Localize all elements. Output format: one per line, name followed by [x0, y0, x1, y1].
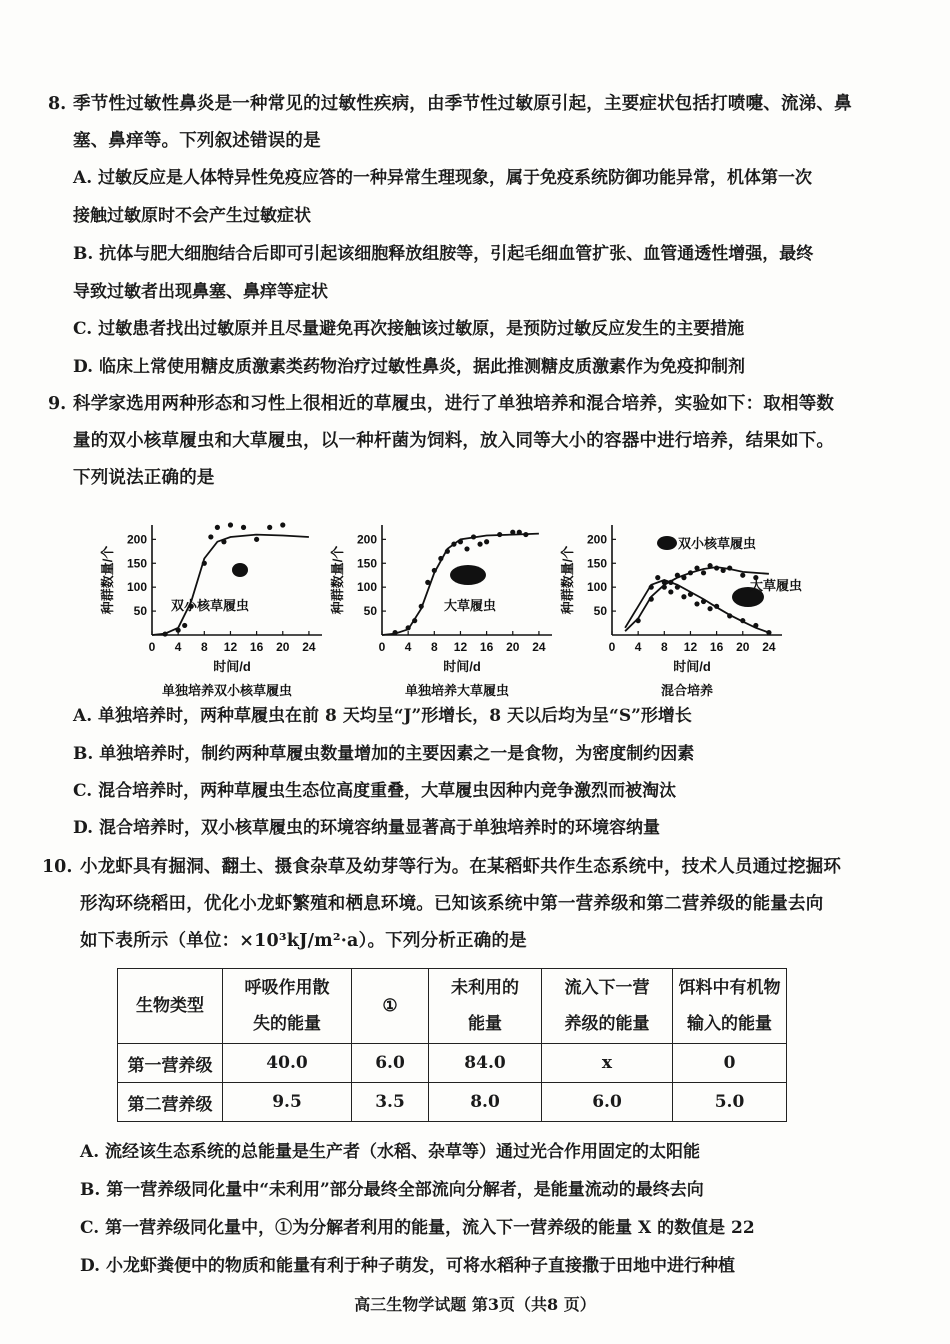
series-label: 大草履虫 [443, 598, 497, 613]
chart-single-dikaryon [100, 510, 330, 704]
data-point [419, 604, 424, 609]
data-point [694, 565, 699, 570]
table-header-cell: 饵料中有机物 输入的能量 [673, 969, 787, 1044]
q8-stem-line1: 季节性过敏性鼻炎是一种常见的过敏性疾病，由季节性过敏原引起，主要症状包括打喷嚏、流涕、鼻 [73, 94, 852, 114]
q9-option-b: B. 单独培养时，制约两种草履虫数量增加的主要因素之一是食物，为密度制约因素 [73, 744, 695, 764]
data-point [701, 570, 706, 575]
data-point [688, 592, 693, 597]
table-cell: 第一营养级 [118, 1044, 223, 1083]
q10-option-d: D. 小龙虾粪便中的物质和能量有利于种子萌发，可将水稻种子直接撒于田地中进行种植 [80, 1256, 735, 1276]
q9-stem-line3: 下列说法正确的是 [73, 468, 215, 488]
q9-number: 9. [48, 394, 67, 414]
data-point [649, 597, 654, 602]
q8-option-a-line1: A. 过敏反应是人体特异性免疫应答的一种异常生理现象，属于免疫系统防御功能异常，机体第一次 [73, 168, 813, 188]
data-point [662, 580, 667, 585]
table-header-cell: 呼吸作用散 失的能量 [223, 969, 352, 1044]
table-header-cell: ① [352, 969, 429, 1044]
data-point [714, 565, 719, 570]
data-point [681, 594, 686, 599]
table-cell: 8.0 [429, 1083, 542, 1122]
data-point [425, 580, 430, 585]
q10-stem-line1: 小龙虾具有掘洞、翻土、摄食杂草及幼芽等行为。在某稻虾共作生态系统中，技术人员通过挖掘环 [80, 857, 842, 877]
data-point [445, 549, 450, 554]
data-point [254, 537, 259, 542]
x-tick-label: 20 [506, 640, 520, 654]
data-point [740, 618, 745, 623]
chart-title: 单独培养大草履虫 [404, 683, 510, 698]
chart-mixed [560, 510, 830, 704]
chart-svg-1 [330, 510, 560, 700]
q8-option-c-line1: C. 过敏患者找出过敏原并且尽量避免再次接触该过敏原，是预防过敏反应发生的主要措施 [73, 319, 745, 339]
data-point [280, 522, 285, 527]
q8-option-a-line2: 接触过敏原时不会产生过敏症状 [73, 205, 311, 226]
x-axis-label: 时间/d [213, 659, 251, 674]
x-tick-label: 12 [223, 640, 238, 654]
q10-number: 10. [42, 857, 73, 877]
x-tick-label: 4 [634, 640, 642, 654]
y-tick-label: 50 [593, 604, 607, 619]
x-tick-label: 24 [762, 640, 776, 654]
x-tick-label: 20 [276, 640, 290, 654]
chart-title: 混合培养 [660, 683, 714, 698]
q9-stem [73, 386, 863, 497]
chart-svg-0 [100, 510, 330, 700]
y-tick-label: 150 [126, 556, 147, 571]
table-header-cell: 生物类型 [118, 969, 223, 1044]
q8-option-d [73, 349, 863, 387]
y-tick-label: 200 [126, 532, 147, 547]
data-point [707, 563, 712, 568]
y-tick-label: 200 [356, 532, 377, 547]
y-tick-label: 100 [586, 580, 607, 595]
data-point [740, 573, 745, 578]
x-tick-label: 16 [479, 640, 494, 654]
data-point [471, 534, 476, 539]
data-point [458, 539, 463, 544]
blob-mark [450, 565, 486, 585]
x-tick-label: 24 [532, 640, 546, 654]
blob-mark [657, 536, 677, 550]
y-tick-label: 50 [133, 604, 147, 619]
q10-option-b: B. 第一营养级同化量中“未利用”部分最终全部流向分解者，是能量流动的最终去向 [80, 1180, 704, 1200]
data-point [208, 534, 213, 539]
y-tick-label: 100 [126, 580, 147, 595]
data-point [655, 575, 660, 580]
data-point [688, 570, 693, 575]
x-tick-label: 0 [378, 640, 386, 654]
q9-option-a: A. 单独培养时，两种草履虫在前 8 天均呈“J”形增长，8 天以后均为呈“S”形增长 [73, 706, 692, 726]
y-tick-label: 50 [363, 604, 377, 619]
data-point [228, 522, 233, 527]
x-tick-label: 4 [404, 640, 412, 654]
data-point [675, 573, 680, 578]
x-tick-label: 0 [608, 640, 616, 654]
data-point [681, 575, 686, 580]
table-cell: 5.0 [673, 1083, 787, 1122]
table-cell: 40.0 [223, 1044, 352, 1083]
y-axis-label: 种群数量/个 [330, 545, 345, 615]
chart-single-caudatum [330, 510, 560, 704]
x-tick-label: 8 [430, 640, 438, 654]
data-point [432, 568, 437, 573]
data-point [649, 585, 654, 590]
data-point [267, 525, 272, 530]
q8-option-d-line1: D. 临床上常使用糖皮质激素类药物治疗过敏性鼻炎，据此推测糖皮质激素作为免疫抑制剂 [73, 357, 745, 377]
data-point [406, 625, 411, 630]
data-point [162, 631, 167, 636]
x-tick-label: 20 [736, 640, 750, 654]
y-tick-label: 200 [586, 532, 607, 547]
data-point [176, 628, 181, 633]
q10-stem [80, 849, 870, 960]
data-point [694, 601, 699, 606]
data-point [215, 525, 220, 530]
table-cell: 9.5 [223, 1083, 352, 1122]
table-row [118, 1083, 787, 1122]
q10-stem-line2: 形沟环绕稻田，优化小龙虾繁殖和栖息环境。已知该系统中第一营养级和第二营养级的能量去向 [80, 894, 824, 914]
x-axis-label: 时间/d [673, 659, 711, 674]
data-point [753, 623, 758, 628]
x-tick-label: 12 [683, 640, 698, 654]
q9-option-c: C. 混合培养时，两种草履虫生态位高度重叠，大草履虫因种内竞争激烈而被淘汰 [73, 781, 677, 801]
data-point [412, 618, 417, 623]
q10-option-c: C. 第一营养级同化量中，①为分解者利用的能量，流入下一营养级的能量 X 的数值是 22 [80, 1218, 755, 1238]
q8-stem-line2: 塞、鼻痒等。下列叙述错误的是 [73, 131, 321, 151]
data-point [241, 525, 246, 530]
q8-option-b [73, 236, 863, 311]
x-tick-label: 24 [302, 640, 316, 654]
q8-option-a [73, 160, 863, 235]
chart-title: 单独培养双小核草履虫 [161, 683, 293, 698]
data-point [438, 556, 443, 561]
x-tick-label: 12 [453, 640, 468, 654]
page-footer: 高三生物学试题 第3页（共8 页） [354, 1295, 596, 1314]
series-label: 双小核草履虫 [678, 536, 757, 551]
data-point [721, 568, 726, 573]
series-curve [382, 534, 539, 635]
y-tick-label: 150 [586, 556, 607, 571]
data-point [202, 561, 207, 566]
table-cell: 6.0 [542, 1083, 673, 1122]
x-tick-label: 16 [249, 640, 264, 654]
chart-svg-2 [560, 510, 830, 700]
q10-option-a: A. 流经该生态系统的总能量是生产者（水稻、杂草等）通过光合作用固定的太阳能 [80, 1142, 701, 1162]
table-cell: 3.5 [352, 1083, 429, 1122]
data-point [484, 539, 489, 544]
data-point [497, 532, 502, 537]
series-label: 双小核草履虫 [170, 598, 250, 613]
y-tick-label: 150 [356, 556, 377, 571]
y-axis-label: 种群数量/个 [100, 545, 115, 615]
data-point [510, 530, 515, 535]
x-tick-label: 8 [200, 640, 208, 654]
x-tick-label: 0 [148, 640, 156, 654]
q9-stem-line2: 量的双小核草履虫和大草履虫，以一种杆菌为饲料，放入同等大小的容器中进行培养，结果如下。 [73, 431, 835, 451]
blob-mark [232, 563, 248, 577]
table-header-cell: 未利用的 能量 [429, 969, 542, 1044]
data-point [662, 585, 667, 590]
data-point [727, 565, 732, 570]
x-tick-label: 8 [660, 640, 668, 654]
q8-option-b-line1: B. 抗体与肥大细胞结合后即可引起该细胞释放组胺等，引起毛细血管扩张、血管通透性增强，最终 [73, 244, 814, 264]
data-point [182, 623, 187, 628]
data-point [517, 530, 522, 535]
table-cell: 84.0 [429, 1044, 542, 1083]
table-cell: 0 [673, 1044, 787, 1083]
q8-stem [73, 86, 863, 160]
table-cell: 6.0 [352, 1044, 429, 1083]
x-tick-label: 16 [709, 640, 724, 654]
y-tick-label: 100 [356, 580, 377, 595]
table-header-row [118, 969, 787, 1044]
data-point [477, 542, 482, 547]
series-curve [152, 535, 309, 635]
data-point [675, 585, 680, 590]
energy-table [117, 968, 787, 1122]
table-cell: 第二营养级 [118, 1083, 223, 1122]
series-label: 大草履虫 [750, 578, 803, 593]
data-point [523, 532, 528, 537]
q8-option-c [73, 311, 863, 349]
data-point [636, 618, 641, 623]
data-point [707, 606, 712, 611]
data-point [221, 539, 226, 544]
q8-number: 8. [48, 94, 67, 114]
data-point [727, 613, 732, 618]
q8-option-b-line2: 导致过敏者出现鼻塞、鼻痒等症状 [73, 281, 328, 302]
data-point [392, 630, 397, 635]
data-point [464, 546, 469, 551]
table-cell: x [542, 1044, 673, 1083]
data-point [701, 599, 706, 604]
q10-stem-line3: 如下表所示（单位：×10³kJ/m²·a）。下列分析正确的是 [80, 931, 527, 951]
y-axis-label: 种群数量/个 [560, 545, 575, 615]
x-tick-label: 4 [174, 640, 182, 654]
x-axis-label: 时间/d [443, 659, 481, 674]
data-point [451, 542, 456, 547]
table-row [118, 1044, 787, 1083]
q9-option-d: D. 混合培养时，双小核草履虫的环境容纳量显著高于单独培养时的环境容纳量 [73, 818, 660, 838]
data-point [714, 604, 719, 609]
table-header-cell: 流入下一营 养级的能量 [542, 969, 673, 1044]
q9-stem-line1: 科学家选用两种形态和习性上很相近的草履虫，进行了单独培养和混合培养，实验如下：取相等数 [73, 394, 835, 414]
data-point [766, 630, 771, 635]
data-point [668, 589, 673, 594]
